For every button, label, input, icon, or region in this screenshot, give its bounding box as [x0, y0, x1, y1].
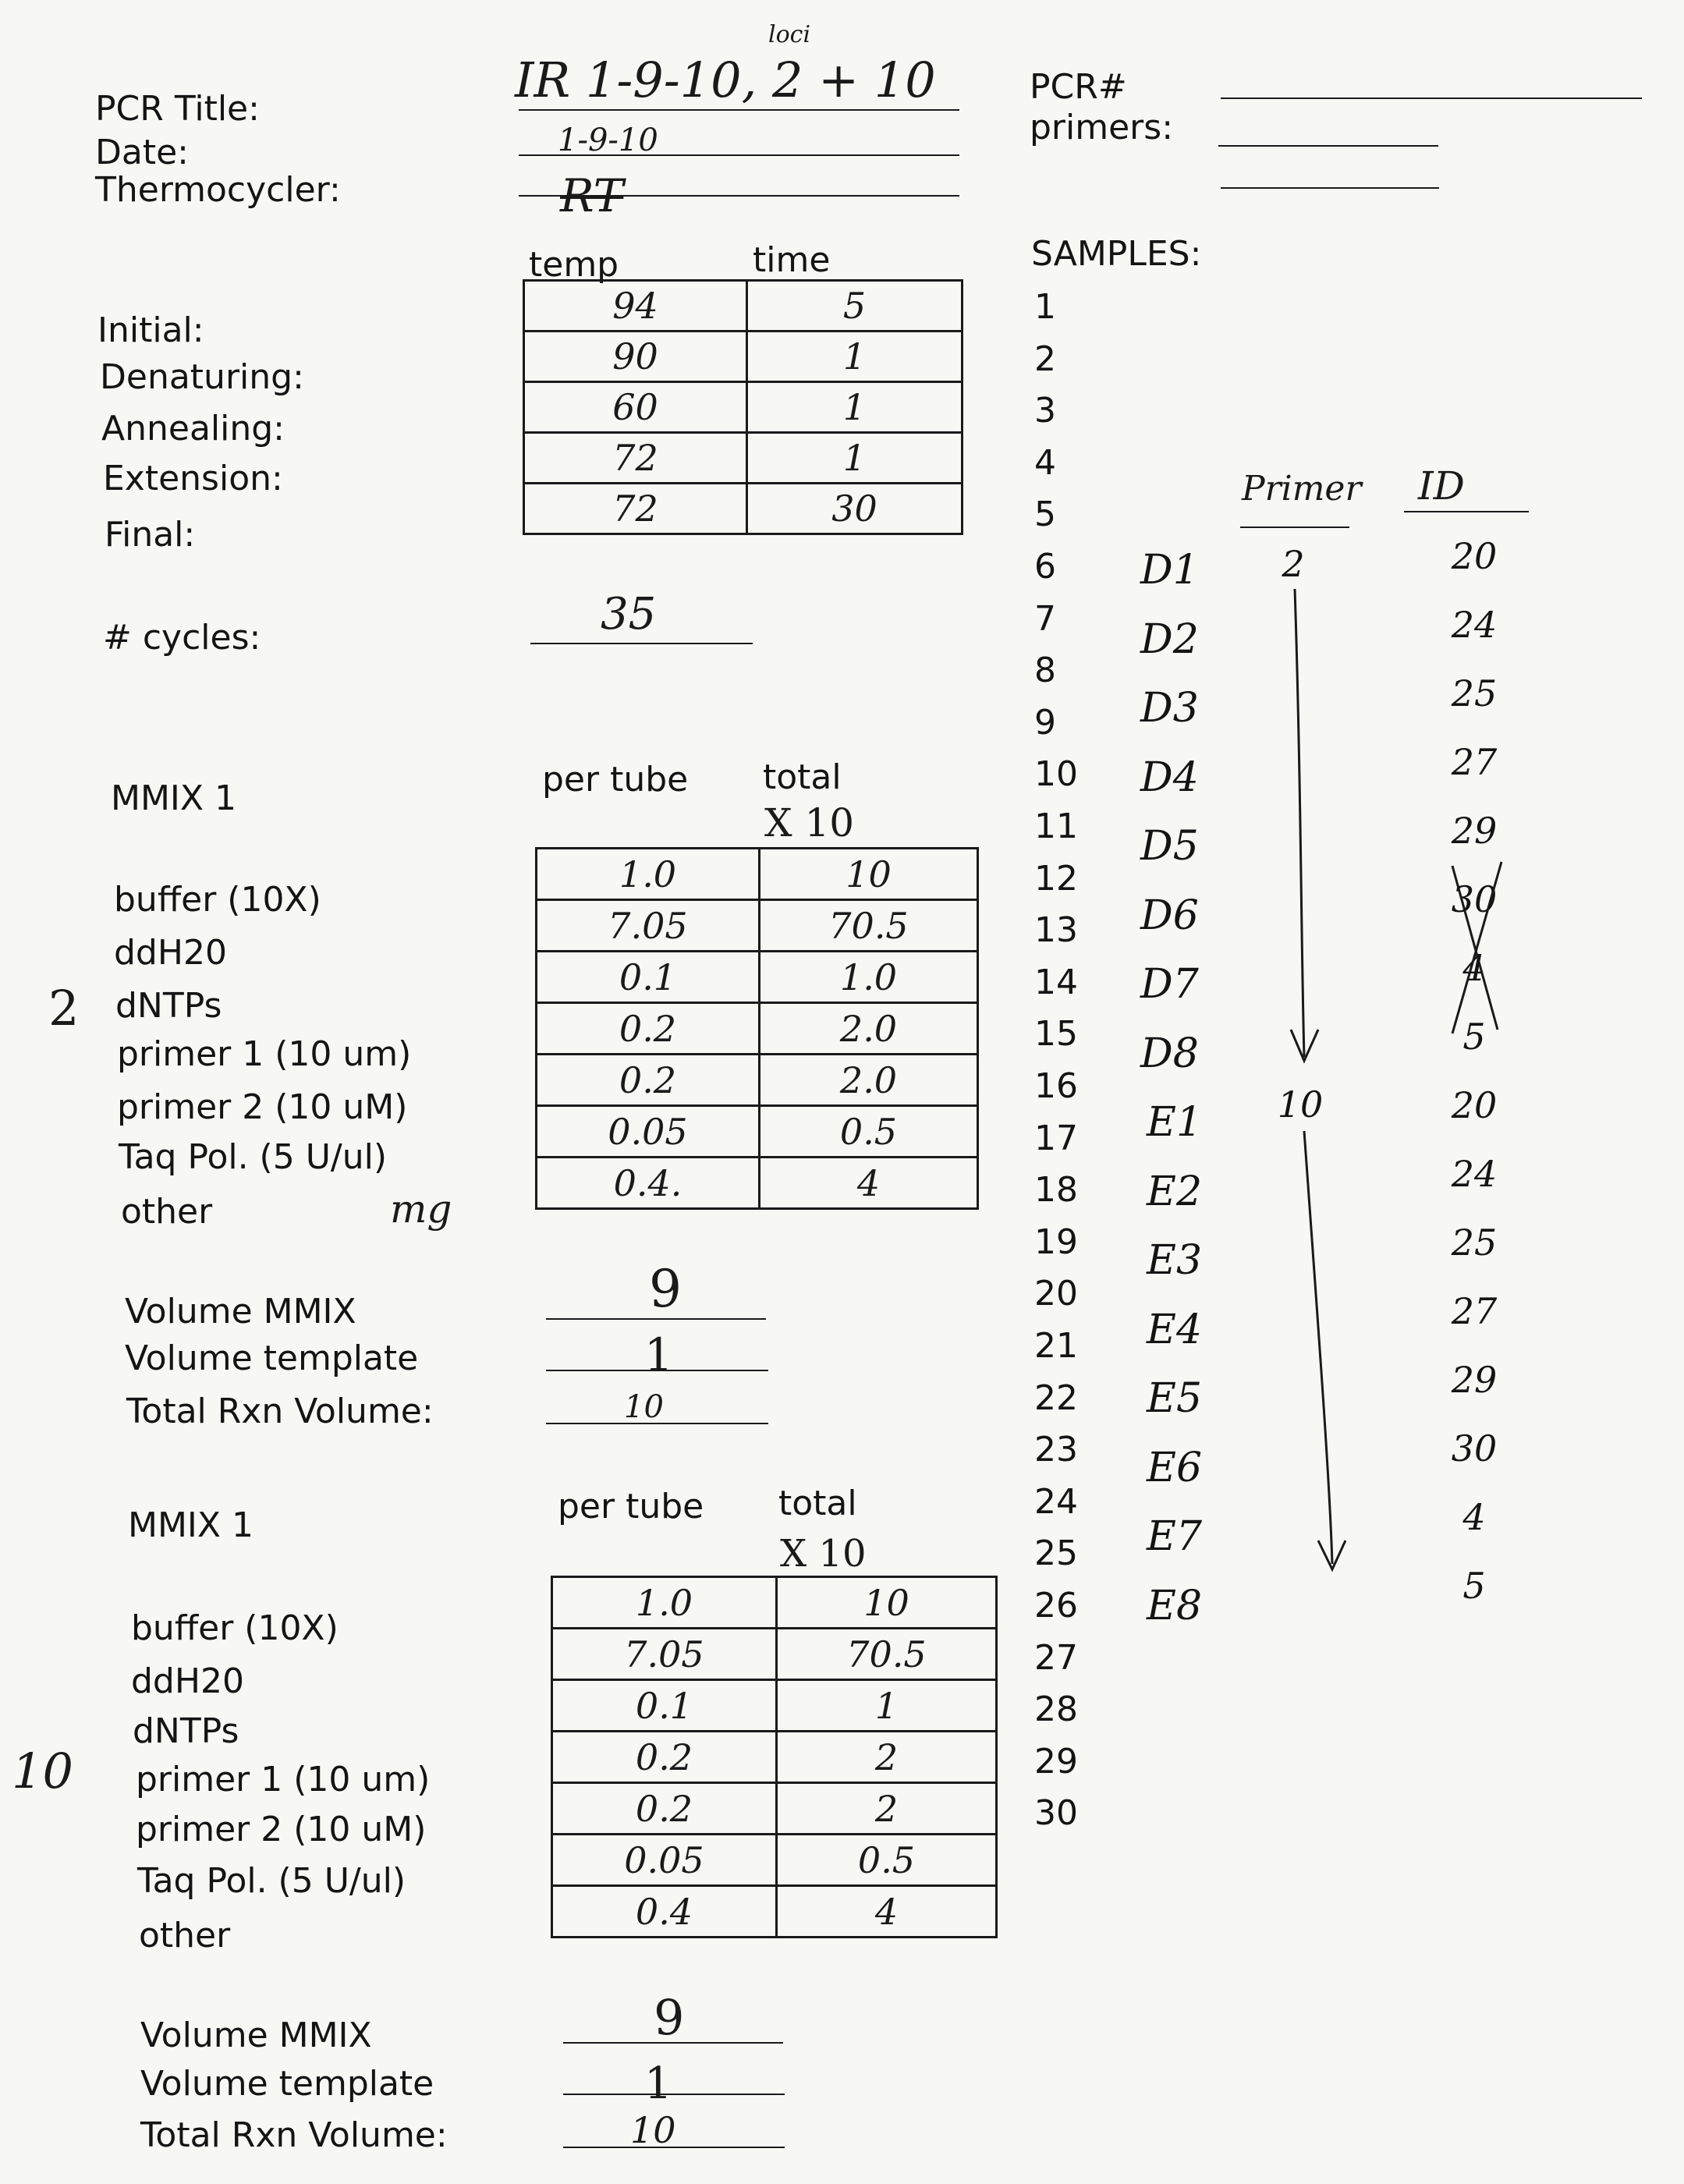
total-cell: 1	[777, 1680, 997, 1732]
sample-number: 30	[1034, 1793, 1078, 1834]
total-cell: 10	[777, 1577, 997, 1629]
mmix-b-volume-mmix-line	[563, 2042, 783, 2044]
mmix-b-title: MMIX 1	[128, 1505, 254, 1545]
sample-id: 29	[1451, 1359, 1498, 1401]
sample-number: 23	[1034, 1430, 1078, 1470]
sample-name: D1	[1140, 547, 1199, 594]
sample-id: 30	[1451, 878, 1498, 920]
sample-name: D3	[1140, 685, 1199, 732]
sample-id: 5	[1462, 1565, 1486, 1607]
mmix-a-label-other: other	[121, 1192, 213, 1232]
thermo-row	[524, 433, 963, 484]
pcr-title-underline	[519, 109, 959, 111]
mmix-b-row	[552, 1680, 997, 1732]
mmix-a-row	[537, 1055, 978, 1106]
mmix-a-row	[537, 952, 978, 1003]
sample-number: 8	[1034, 651, 1056, 691]
mmix-b-volume-mmix-label: Volume MMIX	[140, 2016, 372, 2055]
sample-number: 29	[1034, 1741, 1078, 1782]
id-header-underline	[1404, 511, 1529, 512]
mmix-a-total-rxn-label: Total Rxn Volume:	[126, 1392, 434, 1431]
temp-cell: 72	[524, 484, 747, 534]
sample-name: D5	[1140, 823, 1199, 870]
temp-cell: 90	[524, 332, 747, 382]
pcr-title-label: PCR Title:	[95, 89, 260, 129]
sample-number: 13	[1034, 910, 1078, 951]
per-tube-cell: 0.4	[552, 1886, 777, 1938]
sample-number: 1	[1034, 287, 1056, 327]
time-cell: 1	[747, 433, 963, 484]
mmix-a-row	[537, 1158, 978, 1209]
mmix-a-total-rxn-line	[546, 1423, 768, 1424]
mmix-b-total-rxn-value: 10	[630, 2109, 676, 2151]
primer-header: Primer	[1242, 469, 1362, 509]
temp-header: temp	[529, 245, 619, 285]
mmix-b-label-buffer: buffer (10X)	[131, 1608, 339, 1648]
mmix-a-total-header: total	[763, 757, 842, 797]
mmix-a-margin-note: 2	[48, 980, 80, 1037]
sample-name: D2	[1140, 615, 1199, 663]
sample-number: 11	[1034, 807, 1078, 846]
sample-id: 30	[1451, 1427, 1498, 1470]
mmix-a-volume-mmix-line	[546, 1318, 766, 1320]
step-denaturing-label: Denaturing:	[100, 357, 304, 397]
mmix-a-label-buffer: buffer (10X)	[114, 880, 321, 920]
primer-value: 10	[1277, 1083, 1324, 1126]
sample-name: E4	[1147, 1306, 1203, 1353]
mmix-a-row	[537, 900, 978, 952]
sample-number: 5	[1034, 495, 1056, 535]
per-tube-cell: 0.05	[552, 1835, 777, 1886]
sample-number: 14	[1034, 962, 1078, 1002]
sample-number: 27	[1034, 1637, 1078, 1678]
thermo-row	[524, 332, 963, 382]
date-value: 1-9-10	[558, 122, 658, 158]
per-tube-cell: 1.0	[552, 1577, 777, 1629]
mmix-b-row	[552, 1835, 997, 1886]
thermocycler-underline	[519, 195, 959, 197]
total-cell: 2	[777, 1783, 997, 1835]
mmix-a-label-primer1: primer 1 (10 um)	[117, 1034, 412, 1074]
total-cell: 4	[777, 1886, 997, 1938]
samples-title: SAMPLES:	[1031, 234, 1202, 274]
mmix-a-volume-mmix-value: 9	[649, 1259, 682, 1319]
date-label: Date:	[95, 133, 189, 172]
mmix-a-total-rxn-value: 10	[624, 1389, 664, 1425]
mmix-b-label-taq: Taq Pol. (5 U/ul)	[137, 1861, 406, 1901]
sample-number: 9	[1034, 702, 1056, 743]
total-cell: 2.0	[760, 1055, 978, 1106]
mmix-a-other-note: mg	[390, 1186, 452, 1232]
date-underline	[519, 154, 959, 156]
sample-number: 3	[1034, 391, 1056, 431]
per-tube-cell: 0.1	[537, 952, 760, 1003]
sample-name: D4	[1140, 753, 1199, 801]
sample-number: 15	[1034, 1014, 1078, 1055]
per-tube-cell: 0.4.	[537, 1158, 760, 1209]
sample-number: 20	[1034, 1274, 1078, 1314]
mmix-b-total-rxn-line	[563, 2147, 785, 2148]
mmix-b-margin-note: 10	[12, 1743, 73, 1799]
mmix-b-total-rxn-label: Total Rxn Volume:	[140, 2115, 448, 2155]
mmix-a-row	[537, 849, 978, 900]
mmix-b-label-primer1: primer 1 (10 um)	[136, 1760, 431, 1799]
mmix-a-table	[535, 847, 979, 1210]
mmix-a-volume-template-label: Volume template	[125, 1338, 419, 1378]
thermocycler-label: Thermocycler:	[95, 170, 341, 210]
mmix-a-per-tube-header: per tube	[542, 760, 689, 800]
per-tube-cell: 7.05	[552, 1629, 777, 1680]
total-cell: 70.5	[777, 1629, 997, 1680]
time-cell: 1	[747, 382, 963, 433]
temp-cell: 72	[524, 433, 747, 484]
total-cell: 2.0	[760, 1003, 978, 1055]
time-cell: 30	[747, 484, 963, 534]
mmix-b-row	[552, 1577, 997, 1629]
sample-name: D7	[1140, 961, 1199, 1008]
total-cell: 1.0	[760, 952, 978, 1003]
mmix-b-multiplier: X 10	[780, 1532, 867, 1576]
mmix-b-row	[552, 1732, 997, 1783]
mmix-a-row	[537, 1003, 978, 1055]
time-cell: 1	[747, 332, 963, 382]
primers-label: primers:	[1030, 108, 1174, 147]
pcr-title-value: IR 1-9-10, 2 + 10	[515, 51, 936, 108]
sample-id: 20	[1451, 535, 1498, 577]
mmix-a-label-water: ddH20	[114, 933, 227, 973]
sample-id: 27	[1451, 1290, 1498, 1332]
pcr-number-label: PCR#	[1030, 67, 1127, 107]
sample-number: 22	[1034, 1377, 1078, 1418]
sample-name: D8	[1140, 1030, 1199, 1077]
sample-number: 28	[1034, 1689, 1078, 1730]
per-tube-cell: 7.05	[537, 900, 760, 952]
mmix-a-title: MMIX 1	[111, 778, 237, 818]
total-cell: 0.5	[777, 1835, 997, 1886]
sample-number: 25	[1034, 1533, 1078, 1574]
sample-number: 4	[1034, 442, 1056, 483]
sample-id: 4	[1462, 947, 1486, 989]
mmix-b-per-tube-header: per tube	[558, 1487, 704, 1526]
primer-range-arrow-1	[1295, 589, 1304, 1057]
thermo-row	[524, 382, 963, 433]
sample-id: 4	[1462, 1496, 1486, 1538]
time-cell: 5	[747, 281, 963, 332]
mmix-a-label-dntps: dNTPs	[115, 986, 222, 1026]
step-initial-label: Initial:	[97, 310, 204, 350]
per-tube-cell: 0.2	[537, 1055, 760, 1106]
sample-name: E1	[1147, 1099, 1203, 1146]
sample-name: E6	[1147, 1444, 1203, 1491]
mmix-a-multiplier: X 10	[764, 800, 855, 846]
sample-id: 29	[1451, 810, 1498, 852]
mmix-b-volume-template-label: Volume template	[140, 2064, 434, 2104]
sample-id: 27	[1451, 741, 1498, 783]
sample-name: E2	[1147, 1168, 1203, 1215]
primer-header-underline	[1240, 526, 1349, 528]
mmix-a-volume-template-value: 1	[644, 1328, 673, 1381]
cycles-value: 35	[601, 589, 657, 640]
pcr-number-line	[1221, 98, 1642, 99]
mmix-b-table	[551, 1576, 998, 1938]
total-cell: 0.5	[760, 1106, 978, 1158]
sample-name: D6	[1140, 892, 1199, 939]
mmix-b-label-other: other	[139, 1916, 231, 1955]
total-cell: 4	[760, 1158, 978, 1209]
mmix-b-volume-mmix-value: 9	[654, 1989, 685, 2046]
sample-number: 17	[1034, 1118, 1078, 1158]
sample-name: E7	[1147, 1513, 1203, 1560]
sample-number: 18	[1034, 1170, 1078, 1211]
mmix-a-label-primer2: primer 2 (10 uM)	[117, 1087, 408, 1127]
thermo-row	[524, 484, 963, 534]
mmix-b-row	[552, 1783, 997, 1835]
time-header: time	[753, 240, 831, 280]
sample-id: 5	[1462, 1016, 1486, 1058]
mmix-b-volume-template-line	[563, 2094, 785, 2095]
id-header: ID	[1418, 463, 1465, 509]
per-tube-cell: 0.2	[537, 1003, 760, 1055]
primer-range-arrow-2	[1304, 1131, 1332, 1564]
temp-cell: 94	[524, 281, 747, 332]
sample-number: 16	[1034, 1066, 1078, 1106]
per-tube-cell: 0.05	[537, 1106, 760, 1158]
primers-line-2	[1221, 187, 1439, 189]
arrow-head-icon	[1318, 1540, 1345, 1569]
mmix-b-row	[552, 1886, 997, 1938]
mmix-b-total-header: total	[778, 1484, 857, 1523]
mmix-a-row	[537, 1106, 978, 1158]
mmix-a-label-taq: Taq Pol. (5 U/ul)	[119, 1137, 388, 1177]
sample-name: E5	[1147, 1375, 1203, 1422]
step-extension-label: Extension:	[103, 459, 283, 498]
primers-line-1	[1218, 145, 1438, 147]
sample-id: 25	[1451, 672, 1498, 714]
step-final-label: Final:	[105, 515, 196, 555]
pcr-title-note: loci	[768, 21, 811, 48]
per-tube-cell: 0.2	[552, 1732, 777, 1783]
mmix-b-row	[552, 1629, 997, 1680]
cycles-label: # cycles:	[103, 618, 261, 658]
mmix-a-volume-template-line	[546, 1370, 768, 1371]
sample-id: 24	[1451, 1153, 1498, 1195]
sample-number: 7	[1034, 598, 1056, 639]
mmix-b-label-water: ddH20	[131, 1661, 244, 1701]
sample-number: 10	[1034, 754, 1078, 795]
mmix-b-label-primer2: primer 2 (10 uM)	[136, 1810, 427, 1849]
thermo-row	[524, 281, 963, 332]
sample-number: 24	[1034, 1481, 1078, 1522]
sample-name: E3	[1147, 1237, 1203, 1284]
per-tube-cell: 1.0	[537, 849, 760, 900]
mmix-b-label-dntps: dNTPs	[133, 1711, 239, 1751]
cycles-underline	[530, 643, 753, 644]
sample-id: 24	[1451, 604, 1498, 646]
primer-value: 2	[1282, 543, 1305, 585]
total-cell: 70.5	[760, 900, 978, 952]
per-tube-cell: 0.2	[552, 1783, 777, 1835]
mmix-a-volume-mmix-label: Volume MMIX	[125, 1292, 356, 1331]
sample-number: 12	[1034, 858, 1078, 899]
sample-number: 26	[1034, 1586, 1078, 1626]
per-tube-cell: 0.1	[552, 1680, 777, 1732]
sample-id: 25	[1451, 1221, 1498, 1264]
sample-id: 20	[1451, 1084, 1498, 1126]
sample-name: E8	[1147, 1582, 1203, 1629]
mmix-b-volume-template-value: 1	[644, 2058, 672, 2109]
sample-number: 21	[1034, 1326, 1078, 1366]
arrow-head-icon	[1291, 1030, 1318, 1061]
sample-number: 6	[1034, 547, 1056, 587]
thermocycler-value: RT	[560, 169, 624, 222]
sample-number: 19	[1034, 1221, 1078, 1262]
thermo-table	[523, 279, 963, 535]
total-cell: 10	[760, 849, 978, 900]
step-annealing-label: Annealing:	[101, 409, 285, 448]
total-cell: 2	[777, 1732, 997, 1783]
sample-number: 2	[1034, 339, 1056, 379]
temp-cell: 60	[524, 382, 747, 433]
